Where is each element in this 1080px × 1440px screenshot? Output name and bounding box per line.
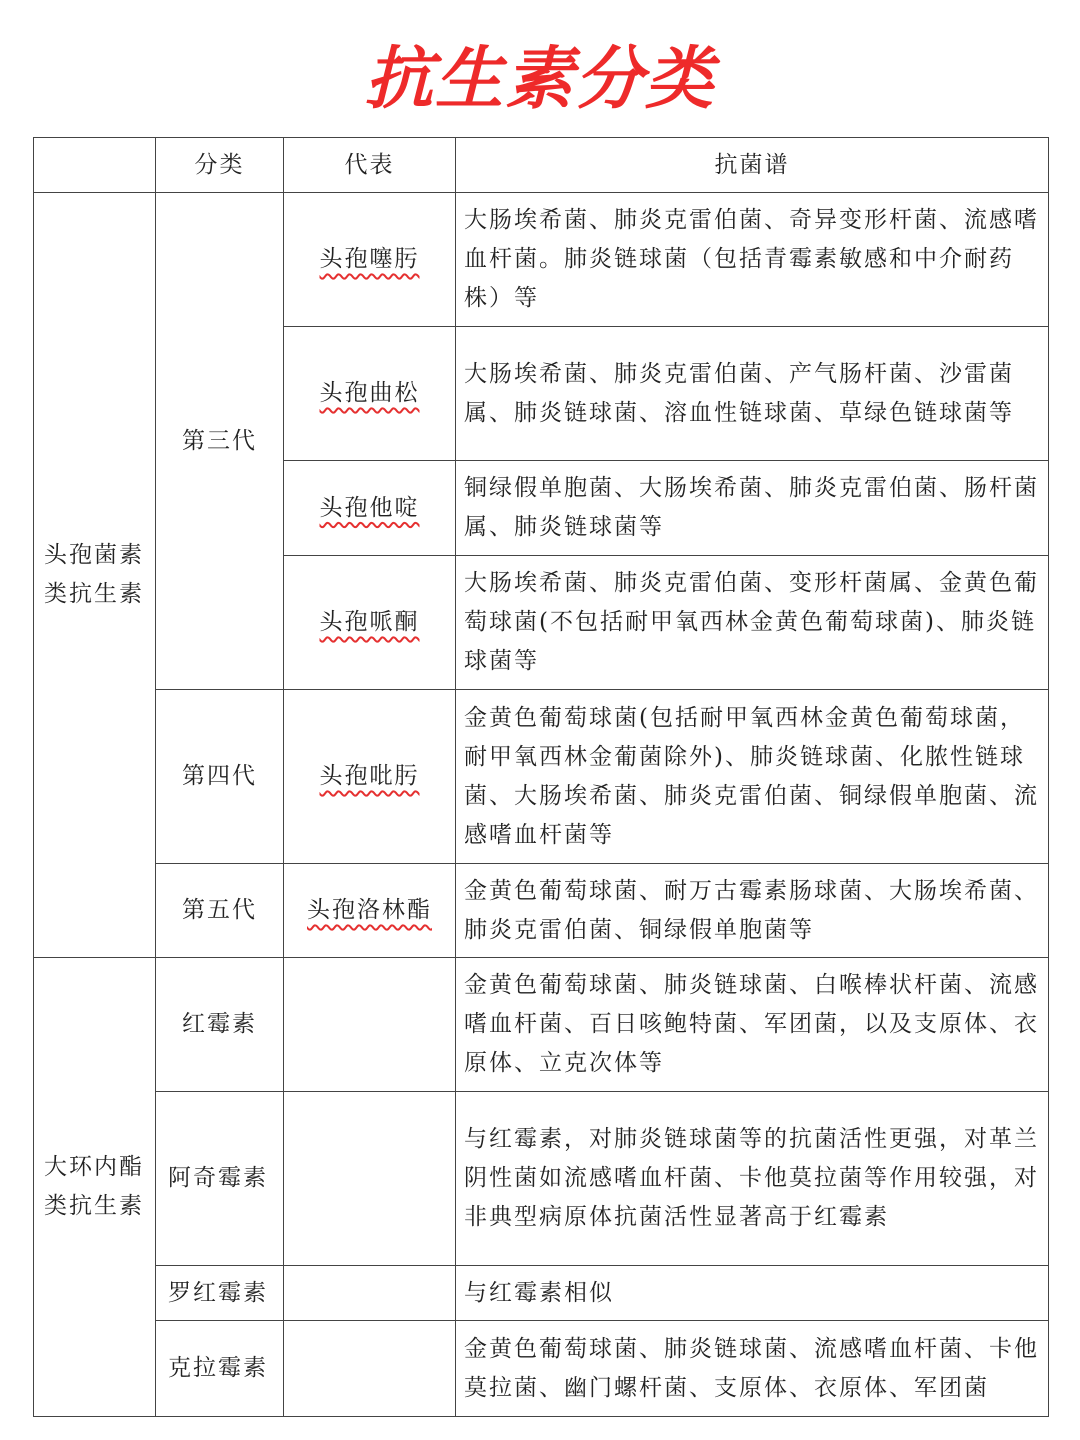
subclass-label: 阿奇霉素	[168, 1165, 268, 1191]
table-row	[34, 958, 1049, 1092]
spectrum-cell: 与红霉素相似	[456, 1266, 1049, 1321]
subclass-cell	[156, 1321, 284, 1417]
spectrum-cell: 金黄色葡萄球菌、肺炎链球菌、白喉棒状杆菌、流感嗜血杆菌、百日咳鲍特菌、军团菌，以及支原体、衣原体、立克次体等	[456, 958, 1049, 1092]
representative-drug: 头孢哌酮	[319, 609, 420, 635]
table-row	[34, 1092, 1049, 1266]
header-empty-cell	[34, 138, 156, 193]
subclass-cell	[156, 1266, 284, 1321]
spectrum-cell: 与红霉素，对肺炎链球菌等的抗菌活性更强，对革兰阴性菌如流感嗜血杆菌、卡他莫拉菌等作用较强，对非典型病原体抗菌活性显著高于红霉素	[456, 1092, 1049, 1266]
representative-drug: 头孢他啶	[319, 494, 420, 521]
representative-cell	[284, 690, 456, 864]
header-category: 分类	[156, 138, 284, 193]
subclass-cell	[156, 864, 284, 958]
representative-cell	[284, 1092, 456, 1266]
representative-cell	[284, 1266, 456, 1321]
representative-cell	[284, 864, 456, 958]
spectrum-cell: 金黄色葡萄球菌(包括耐甲氧西林金黄色葡萄球菌，耐甲氧西林金葡菌除外)、肺炎链球菌、化脓性链球菌、大肠埃希菌、肺炎克雷伯菌、铜绿假单胞菌、流感嗜血杆菌等	[456, 690, 1049, 864]
representative-drug: 头孢洛林酯	[307, 897, 432, 923]
class-label: 头孢菌素类抗生素	[44, 542, 144, 607]
table-row	[34, 690, 1049, 864]
subclass-label: 克拉霉素	[168, 1355, 268, 1381]
subclass-label: 罗红霉素	[168, 1279, 268, 1306]
representative-cell	[284, 461, 456, 556]
representative-drug: 头孢吡肟	[319, 763, 420, 789]
subclass-cell	[156, 958, 284, 1092]
subclass-label: 第四代	[182, 763, 257, 789]
header-representative: 代表	[284, 138, 456, 193]
spectrum-cell: 大肠埃希菌、肺炎克雷伯菌、产气肠杆菌、沙雷菌属、肺炎链球菌、溶血性链球菌、草绿色链球菌等	[456, 327, 1049, 461]
table-row	[34, 864, 1049, 958]
subclass-label: 红霉素	[182, 1011, 257, 1037]
representative-cell	[284, 327, 456, 461]
subclass-label: 第三代	[182, 427, 257, 454]
representative-drug: 头孢噻肟	[319, 246, 420, 272]
spectrum-cell: 金黄色葡萄球菌、肺炎链球菌、流感嗜血杆菌、卡他莫拉菌、幽门螺杆菌、支原体、衣原体、军团菌	[456, 1321, 1049, 1417]
subclass-label: 第五代	[182, 897, 257, 923]
spectrum-cell: 铜绿假单胞菌、大肠埃希菌、肺炎克雷伯菌、肠杆菌属、肺炎链球菌等	[456, 461, 1049, 556]
table-row	[34, 193, 1049, 327]
class-cell	[34, 193, 156, 958]
spectrum-cell: 大肠埃希菌、肺炎克雷伯菌、变形杆菌属、金黄色葡萄球菌(不包括耐甲氧西林金黄色葡萄球菌)、肺炎链球菌等	[456, 556, 1049, 690]
subclass-cell	[156, 193, 284, 690]
representative-cell	[284, 193, 456, 327]
representative-cell	[284, 1321, 456, 1417]
table-row	[34, 1321, 1049, 1417]
spectrum-cell: 大肠埃希菌、肺炎克雷伯菌、奇异变形杆菌、流感嗜血杆菌。肺炎链球菌（包括青霉素敏感和中介耐药株）等	[456, 193, 1049, 327]
header-spectrum: 抗菌谱	[456, 138, 1049, 193]
class-label: 大环内酯类抗生素	[44, 1154, 144, 1219]
subclass-cell	[156, 690, 284, 864]
representative-cell	[284, 556, 456, 690]
page-title: 抗生素分类	[364, 40, 715, 119]
subclass-cell	[156, 1092, 284, 1266]
representative-drug: 头孢曲松	[319, 380, 420, 406]
table-row	[34, 1266, 1049, 1321]
table-header-row	[34, 138, 1049, 193]
spectrum-cell: 金黄色葡萄球菌、耐万古霉素肠球菌、大肠埃希菌、肺炎克雷伯菌、铜绿假单胞菌等	[456, 864, 1049, 958]
antibiotic-table	[33, 137, 1049, 1417]
representative-cell	[284, 958, 456, 1092]
class-cell	[34, 958, 156, 1417]
